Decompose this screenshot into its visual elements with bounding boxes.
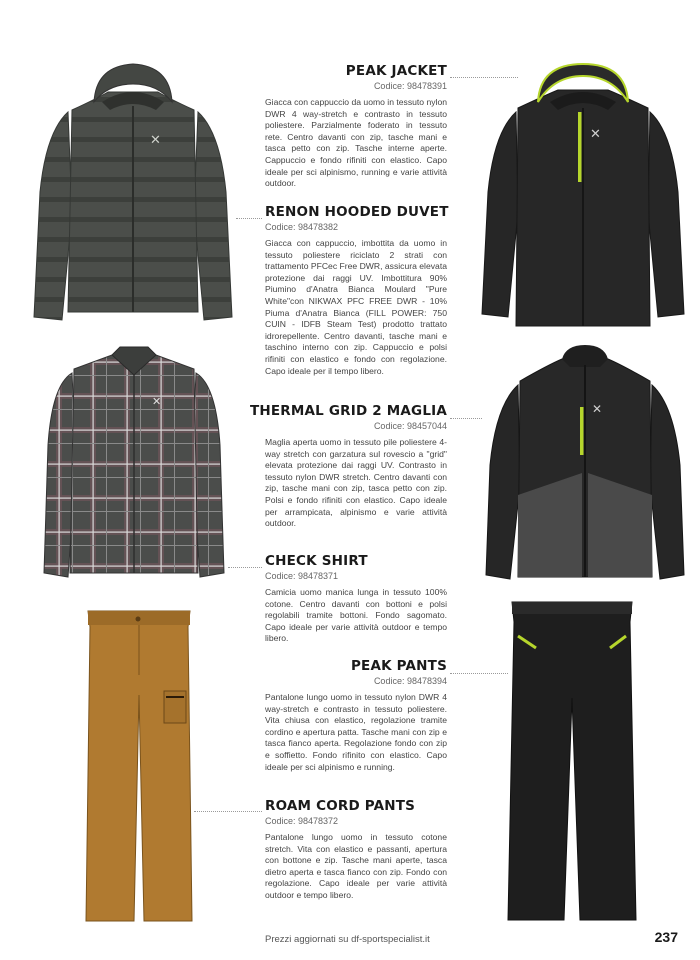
peak-pants-image — [506, 598, 638, 924]
peak-jacket-leader — [450, 77, 518, 78]
svg-text:✕: ✕ — [152, 395, 162, 408]
page-number: 237 — [654, 929, 678, 945]
renon-duvet-leader — [236, 218, 262, 219]
check-shirt-image — [42, 345, 226, 580]
peak-pants-title: PEAK PANTS — [350, 658, 447, 674]
roam-cord-title: ROAM CORD PANTS — [265, 798, 416, 814]
renon-duvet-title: RENON HOODED DUVET — [265, 204, 449, 220]
thermal-grid-title: THERMAL GRID 2 MAGLIA — [249, 403, 447, 419]
roam-cord-description: Pantalone lungo uomo in tessuto cotone stretch. Vita con elastico e passanti, apertura con bottone e zip. Tasche mani aperte, tasca dietro aperta e tasca fianco con zip. Fondo con regolazione. Capo ideale per varie attività outdoor e tempo libero. — [265, 832, 447, 900]
peak-pants-code: Codice: 98478394 — [373, 676, 447, 686]
roam-cord-leader — [194, 811, 262, 812]
renon-duvet-description: Giacca con cappuccio, imbottita da uomo in tessuto poliestere riciclato 2 strati con trattamento PFCec Free DWR, assicura elevata protezione dai raggi UV. Imbottitura 90% Piumino d'Anatra Bianca Moulard "Pure White"con NIKWAX PFC FREE DWR - 10% Piuma d'Anatra Bianca (FILL POWER: 750 CUIN - IDFB Steam Test) prodotto trattato idrorepellente. Centro davanti, tasche mani e taschino interno con zip. Cappuccio e polsi rifiniti con elastico e fondo con regolazione. Capo ideale per il tempo libero. — [265, 238, 447, 376]
check-shirt-leader — [228, 567, 262, 568]
svg-text:✕: ✕ — [590, 127, 601, 142]
thermal-grid-leader — [450, 418, 482, 419]
footer-price-note: Prezzi aggiornati su df-sportspecialist.it — [265, 934, 430, 945]
roam-cord-pants-image — [84, 605, 194, 923]
peak-pants-leader — [450, 673, 508, 674]
thermal-grid-maglia-image — [482, 345, 688, 585]
check-shirt-description: Camicia uomo manica lunga in tessuto 100% cotone. Centro davanti con bottoni e polsi regolabili tramite bottoni. Fondo sagomato. Capo ideale per varie attività outdoor e tempo libero. — [265, 587, 447, 644]
svg-text:✕: ✕ — [592, 402, 603, 416]
svg-text:✕: ✕ — [150, 133, 161, 148]
peak-jacket-code: Codice: 98478391 — [373, 81, 447, 91]
peak-jacket-image — [478, 62, 688, 332]
check-shirt-code: Codice: 98478371 — [265, 571, 339, 581]
thermal-grid-code: Codice: 98457044 — [373, 421, 447, 431]
thermal-grid-description: Maglia aperta uomo in tessuto pile poliestere 4-way stretch con garzatura sul rovescio a "grid" elevata protezione dai raggi UV. Contrasto in tessuto nylon DWR stretch. Centro davanti con zip, tasche mani con zip, tasca petto con zip. Polsi e fondo rifiniti con elastico. Capo ideale per arrampicata, alpinismo e varie attività outdoor. — [265, 437, 447, 529]
peak-pants-description: Pantalone lungo uomo in tessuto nylon DWR 4 way-stretch e contrasto in tessuto poliestere. Vita chiusa con elastico, regolazione tramite cordino e apertura patta. Tasche mani con zip e tasca fianco aperta. Regolazione fondo con zip e soffietto. Fondo rifinito con elastico. Capo ideale per sci alpinismo e running. — [265, 692, 447, 772]
roam-cord-code: Codice: 98478372 — [265, 816, 339, 826]
check-shirt-title: CHECK SHIRT — [265, 553, 368, 569]
peak-jacket-description: Giacca con cappuccio da uomo in tessuto nylon DWR 4 way-stretch e contrasto in tessuto poliestere. Parzialmente foderato in tessuto rete. Centro davanti con zip, tasche mani e tasca petto con zip. Tasche interne aperte. Cappuccio e fondo rifiniti con elastico. Capo ideale per sci alpinismo, running e varie attività outdoor. — [265, 97, 448, 189]
renon-duvet-code: Codice: 98478382 — [265, 222, 339, 232]
peak-jacket-title: PEAK JACKET — [345, 63, 447, 79]
renon-hooded-duvet-image — [28, 62, 238, 332]
